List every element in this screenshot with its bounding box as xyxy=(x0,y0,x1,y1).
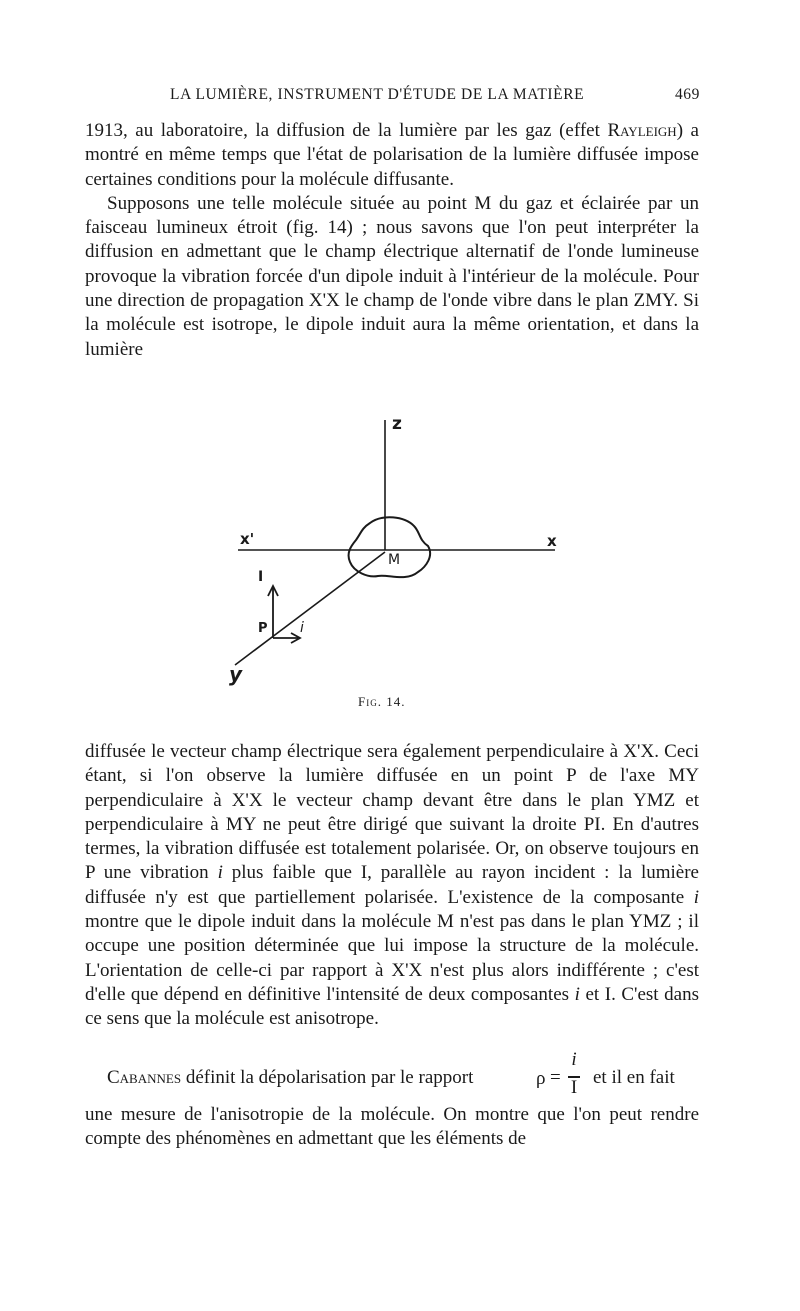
author-name-cabannes: Cabannes xyxy=(107,1067,182,1088)
running-title: LA LUMIÈRE, INSTRUMENT D'ÉTUDE DE LA MATIÈRE xyxy=(170,86,585,103)
label-y: y xyxy=(229,662,243,686)
paragraph-3: diffusée le vecteur champ électrique sera également perpendiculaire à X'X. Ceci étant, si l'on observe la lumière diffusée en un point P de l'axe MY perpendiculaire à X'X le vecteur champ devant être dans le plan YMZ et perpendiculaire à MY ne peut être dirigé que suivant la droite PI. En d'autres termes, la vibration diffusée est totalement polarisée. Or, on observe toujours en P une vibration i plus faible que I, parallèle au rayon incident : la lumière diffusée n'y est que partiellement polarisée. L'existence de la composante i montre que le dipole induit dans la molécule M n'est pas dans le plan YMZ ; il occupe une position déterminée que lui impose la structure de la molécule. L'orientation de celle-ci par rapport à X'X n'est plus alors indifférente ; c'est d'elle que dépend en définitive l'intensité de deux composantes i et I. C'est dans ce sens que la molécule est anisotrope. xyxy=(85,741,699,1030)
text-block-bottom xyxy=(85,1103,699,1152)
paragraph-1: 1913, au laboratoire, la diffusion de la lumière par les gaz (effet Rayleigh) a montré en même temps que l'état de polarisation de la lumière diffusée impose certaines conditions pour la molécule diffusante. xyxy=(85,120,699,190)
label-p: P xyxy=(258,621,268,636)
text-block-top xyxy=(85,119,699,362)
author-name-rayleigh: Rayleigh xyxy=(607,120,677,141)
molecule-outline xyxy=(349,517,431,577)
paragraph-2: Supposons une telle molécule située au point M du gaz et éclairée par un faisceau lumineux étroit (fig. 14) ; nous savons que l'on peut interpréter la diffusion en admettant que le champ électrique alternatif de l'onde lumineuse provoque la vibration forcée d'un dipole induit à l'intérieur de la molécule. Pour une direction de propagation X'X le champ de l'onde vibre dans le plan ZMY. Si la molécule est isotrope, le dipole induit aura la même orientation, et dans la lumière xyxy=(85,192,699,360)
label-z: z xyxy=(392,414,402,434)
label-x-prime: x' xyxy=(240,530,255,548)
page-number: 469 xyxy=(674,86,700,103)
figure-caption: Fig. 14. xyxy=(358,694,406,709)
fraction-numerator: i xyxy=(571,1049,577,1070)
depolarization-formula-line: Cabannes définit la dépolarisation par le rapport ρ = i I et il en fait xyxy=(107,1049,675,1098)
text-block-middle xyxy=(85,740,699,1032)
label-x: x xyxy=(547,532,557,550)
rho-symbol: ρ xyxy=(536,1068,546,1089)
figure-14 xyxy=(220,412,580,712)
equals-sign: = xyxy=(550,1067,561,1088)
label-i: i xyxy=(300,620,304,636)
label-m: M xyxy=(388,552,401,568)
running-header xyxy=(85,86,700,110)
fraction-denominator: I xyxy=(570,1077,578,1098)
label-I: I xyxy=(258,569,264,585)
paragraph-5: une mesure de l'anisotropie de la molécule. On montre que l'on peut rendre compte des phénomènes en admettant que les éléments de xyxy=(85,1104,699,1150)
